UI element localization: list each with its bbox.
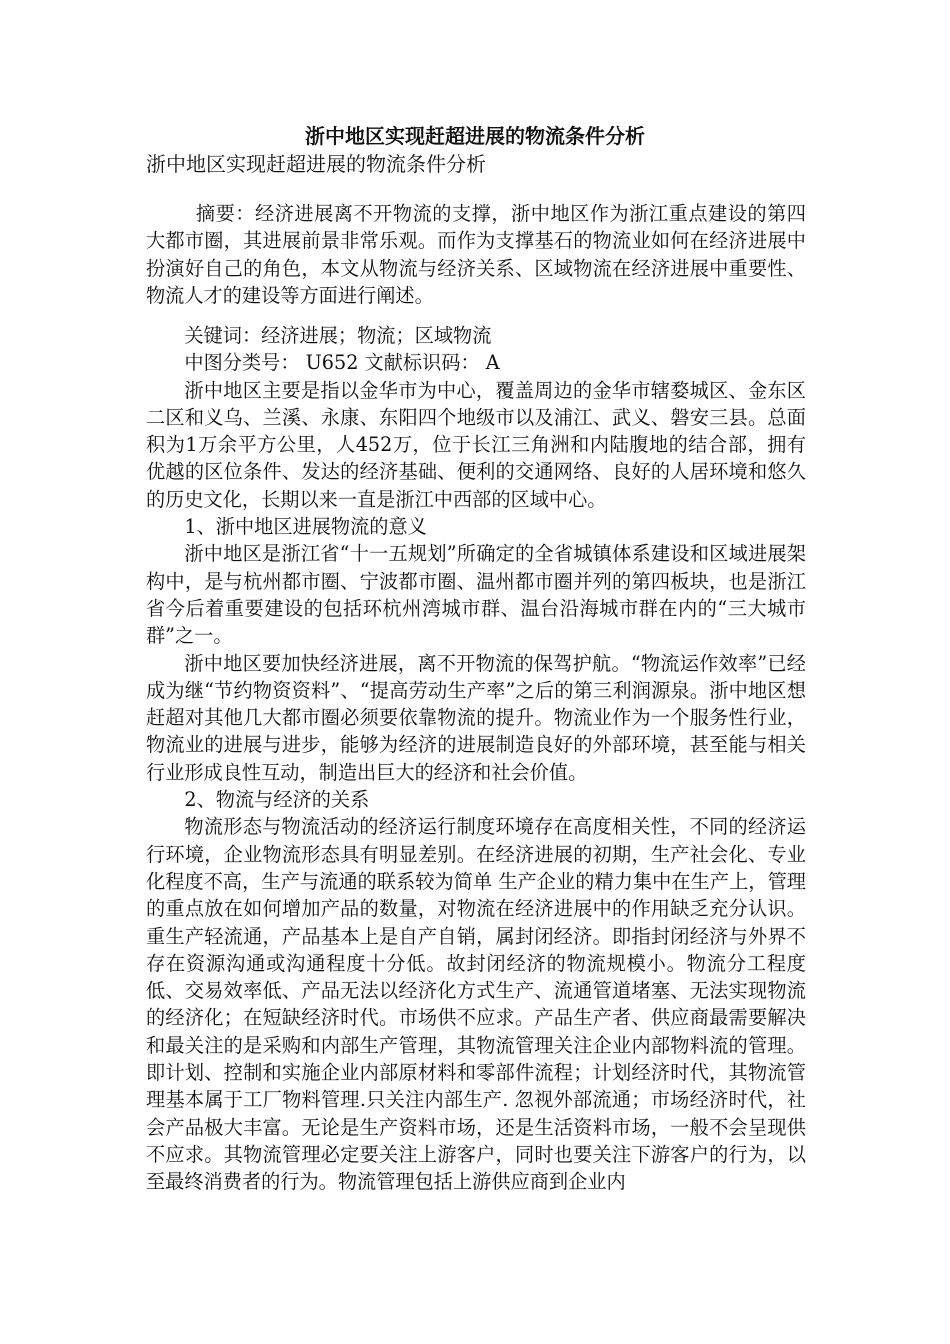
body-paragraph: 浙中地区要加快经济进展，离不开物流的保驾护航。“物流运作效率”已经成为继“节约物资资料”、“提高劳动生产率”之后的第三利润源泉。浙中地区想赶超对其他几大都市圈必须要依靠物流的提升。物流业作为一个服务性行业，物流业的进展与进步，能够为经济的进展制造良好的外部环境，甚至能与相关行业形成良性互动，制造出巨大的经济和社会价值。 [146,651,806,784]
body-paragraph: 物流形态与物流活动的经济运行制度环境存在高度相关性，不同的经济运行环境，企业物流形态具有明显差别。在经济进展的初期，生产社会化、专业化程度不高，生产与流通的联系较为简单 生产企业的精力集中在生产上，管理的重点放在如何增加产品的数量，对物流在经济进展中的作用缺乏充分认识。重生产轻流通，产品基本上是自产自销，属封闭经济。即指封闭经济与外界不存在资源沟通或沟通程度十分低。故封闭经济的物流规模小。物流分工程度低、交易效率低、产品无法以经济化方式生产、流通管道堵塞、无法实现物流的经济化；在短缺经济时代。市场供不应求。产品生产者、供应商最需要解决和最关注的是采购和内部生产管理，其物流管理关注企业内部物料流的管理。即计划、控制和实施企业内部原材料和零部件流程；计划经济时代，其物流管理基本属于工厂物料管理.只关注内部生产. 忽视外部流通；市场经济时代，社会产品极大丰富。无论是生产资料市场，还是生活资料市场，一般不会呈现供不应求。其物流管理必定要关注上游客户，同时也要关注下游客户的行为，以至最终消费者的行为。物流管理包括上游供应商到企业内 [146,815,806,1194]
main-body [146,322,806,1196]
body-paragraph: 浙中地区是浙江省“十一五规划”所确定的全省城镇体系建设和区域进展架构中，是与杭州都市圈、宁波都市圈、温州都市圈并列的第四板块，也是浙江省今后着重要建设的包括环杭州湾城市群、温台沿海城市群在内的“三大城市群”之一。 [146,542,806,648]
classification-line: 中图分类号： U652 文献标识码： A [184,351,500,375]
section-heading-2: 2、物流与经济的关系 [184,788,370,812]
document-subtitle: 浙中地区实现赶超进展的物流条件分析 [146,152,486,176]
body-paragraph: 浙中地区主要是指以金华市为中心，覆盖周边的金华市辖婺城区、金东区二区和义乌、兰溪、永康、东阳四个地级市以及浦江、武义、磐安三县。总面积为1万余平方公里，人452万，位于长江三角洲和内陆腹地的结合部，拥有优越的区位条件、发达的经济基础、便利的交通网络、良好的人居环境和悠久的历史文化，长期以来一直是浙江中西部的区域中心。 [146,378,806,511]
abstract-paragraph: 摘要：经济进展离不开物流的支撑，浙中地区作为浙江重点建设的第四大都市圈，其进展前景非常乐观。而作为支撑基石的物流业如何在经济进展中扮演好自己的角色，本文从物流与经济关系、区域物流在经济进展中重要性、物流人才的建设等方面进行阐述。 [146,202,806,307]
document-title: 浙中地区实现赶超进展的物流条件分析 [305,124,645,148]
section-heading-1: 1、浙中地区进展物流的意义 [184,515,427,539]
abstract-section [146,200,806,309]
keywords-line: 关键词：经济进展；物流；区域物流 [184,324,492,347]
